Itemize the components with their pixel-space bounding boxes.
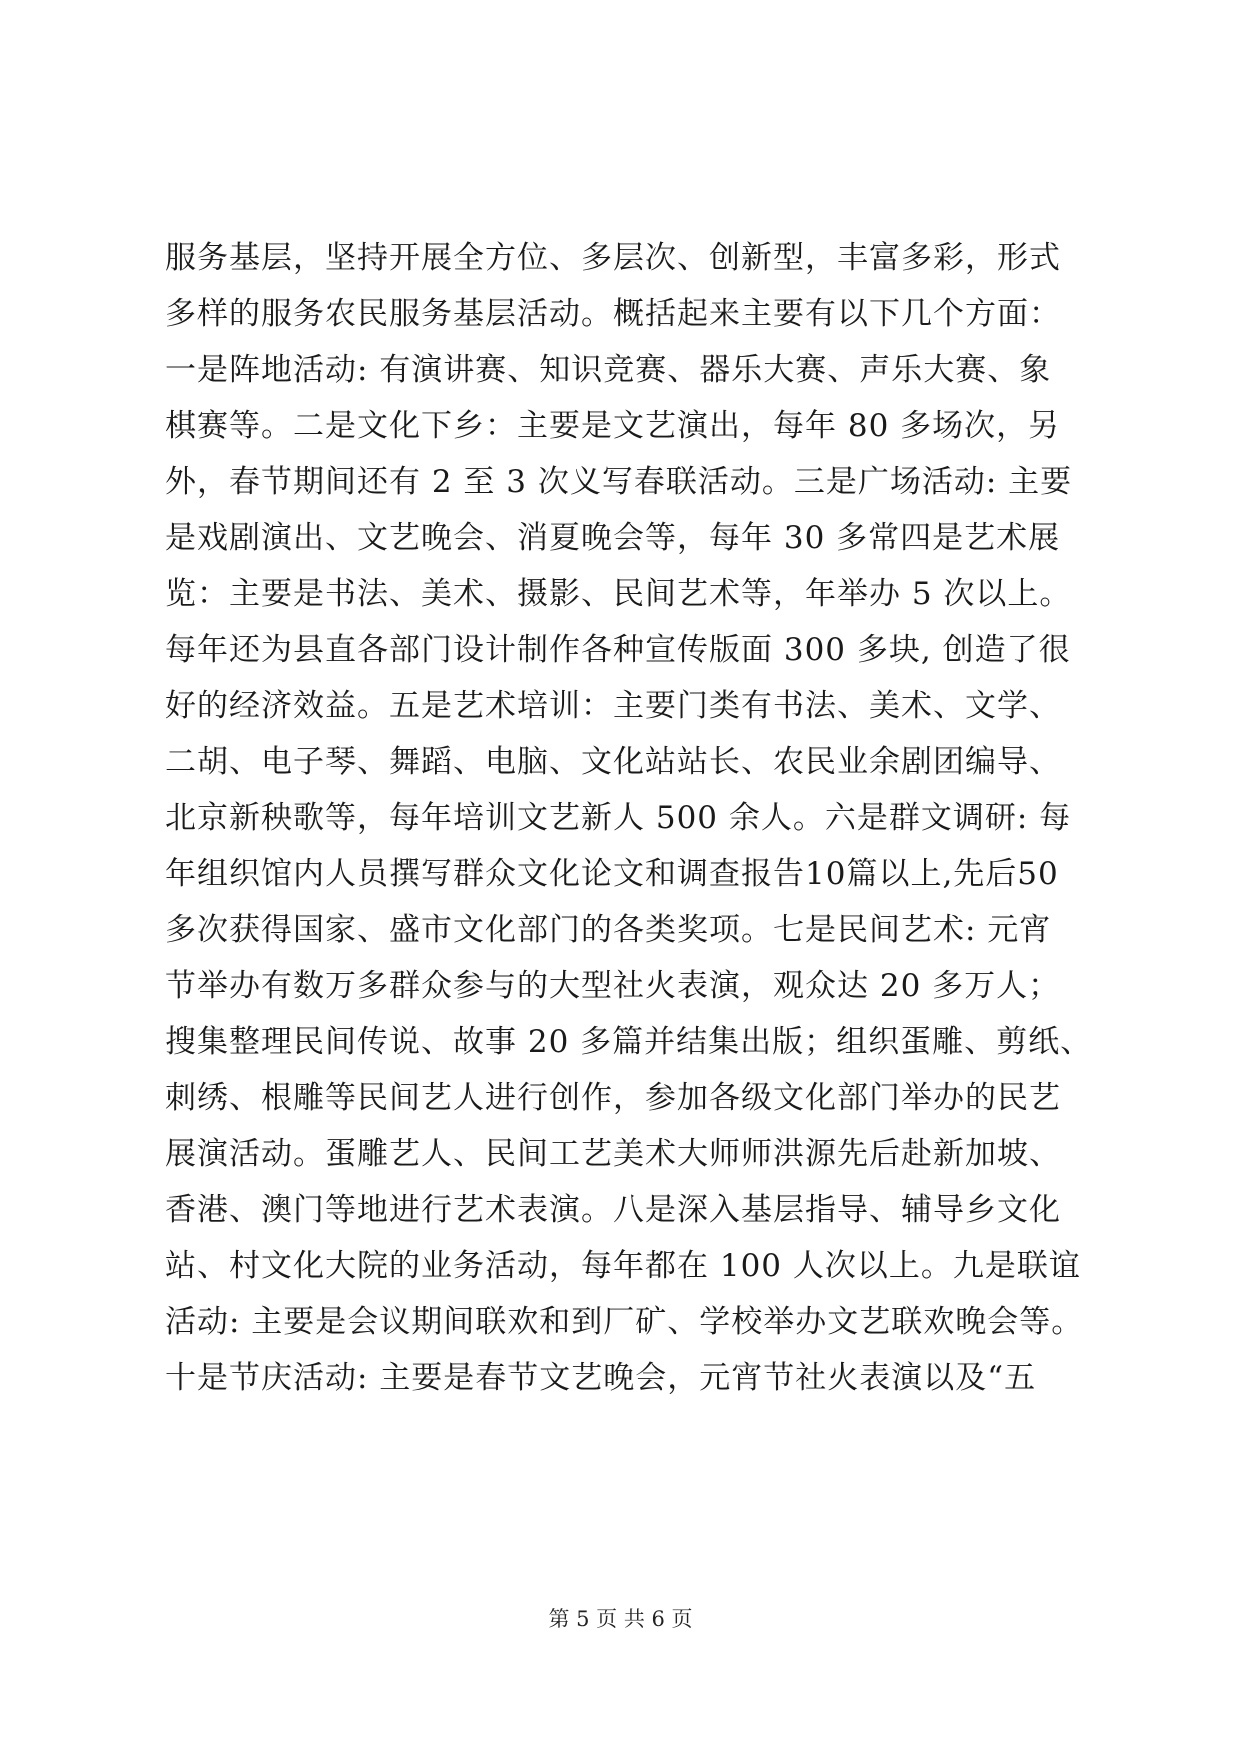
text-line: 服务基层，坚持开展全方位、多层次、创新型，丰富多彩，形式: [165, 240, 1061, 276]
text-line: 香港、澳门等地进行艺术表演。八是深入基层指导、辅导乡文化: [165, 1192, 1061, 1228]
text-line: 外，春节期间还有 2 至 3 次义写春联活动。三是广场活动: 主要: [165, 464, 1073, 500]
text-line: 多样的服务农民服务基层活动。概括起来主要有以下几个方面：: [165, 296, 1061, 332]
text-line: 是戏剧演出、文艺晚会、消夏晚会等，每年 30 多常四是艺术展: [165, 520, 1061, 556]
text-line: 棋赛等。二是文化下乡：主要是文艺演出，每年 80 多场次，另: [165, 408, 1061, 444]
text-line: 一是阵地活动: 有演讲赛、知识竞赛、器乐大赛、声乐大赛、象: [165, 352, 1052, 388]
text-line: 多次获得国家、盛市文化部门的各类奖项。七是民间艺术: 元宵: [165, 912, 1052, 948]
body-paragraph: [165, 230, 1093, 1406]
text-line: 每年还为县直各部门设计制作各种宣传版面 300 多块, 创造了很: [165, 632, 1071, 668]
text-line: 站、村文化大院的业务活动，每年都在 100 人次以上。九是联谊: [165, 1248, 1081, 1284]
text-line: 节举办有数万多群众参与的大型社火表演，观众达 20 多万人；: [165, 968, 1061, 1004]
page-number-footer: 第 5 页 共 6 页: [548, 1607, 693, 1631]
text-line: 刺绣、根雕等民间艺人进行创作，参加各级文化部门举办的民艺: [165, 1080, 1061, 1116]
text-line: 搜集整理民间传说、故事 20 多篇并结集出版；组织蛋雕、剪纸、: [165, 1024, 1093, 1060]
text-line: 二胡、电子琴、舞蹈、电脑、文化站站长、农民业余剧团编导、: [165, 744, 1061, 780]
text-line: 展演活动。蛋雕艺人、民间工艺美术大师师洪源先后赴新加坡、: [165, 1136, 1061, 1172]
text-line: 北京新秧歌等，每年培训文艺新人 500 余人。六是群文调研: 每: [165, 800, 1072, 836]
text-line: 活动: 主要是会议期间联欢和到厂矿、学校举办文艺联欢晚会等。: [165, 1304, 1084, 1340]
text-line: 年组织馆内人员撰写群众文化论文和调查报告10篇以上,先后50: [165, 856, 1059, 892]
text-line: 十是节庆活动: 主要是春节文艺晚会，元宵节社火表演以及“五: [165, 1360, 1037, 1396]
text-line: 好的经济效益。五是艺术培训：主要门类有书法、美术、文学、: [165, 688, 1061, 724]
text-line: 览：主要是书法、美术、摄影、民间艺术等，年举办 5 次以上。: [165, 576, 1072, 612]
